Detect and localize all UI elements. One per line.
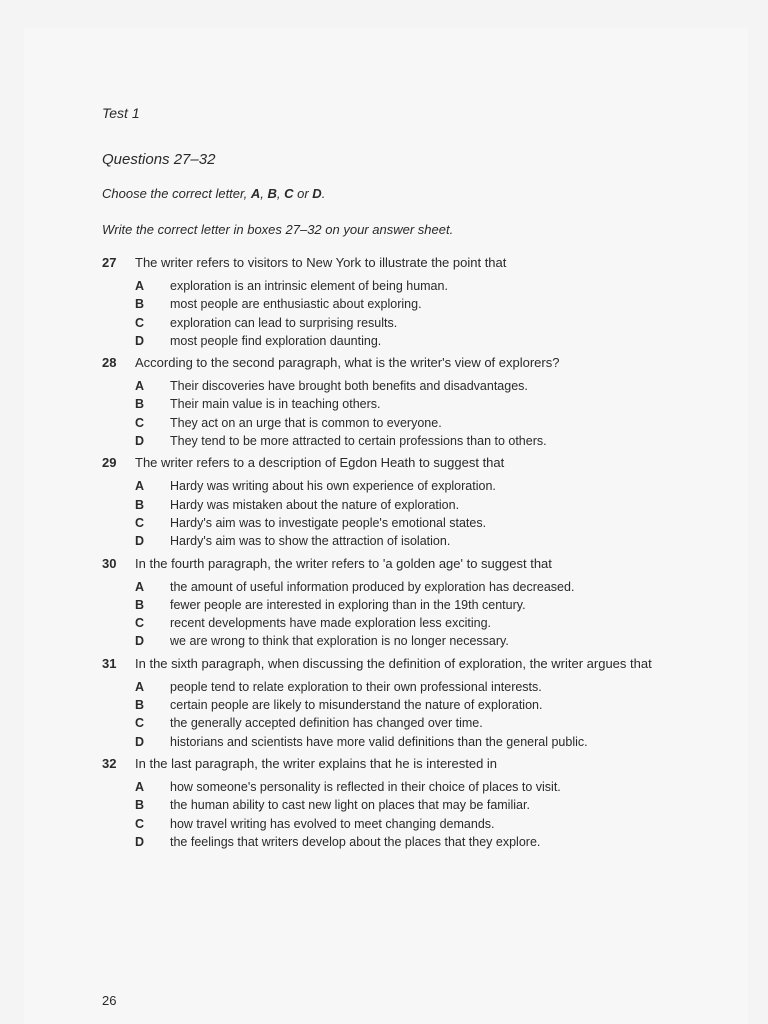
option-text: certain people are likely to misunderstand the nature of exploration.: [170, 698, 543, 713]
option-text: Hardy's aim was to investigate people's emotional states.: [170, 515, 487, 530]
option-b: [135, 395, 692, 413]
instruction-separator: ,: [260, 186, 268, 201]
question-list: [102, 254, 692, 851]
option-letter: A: [135, 479, 145, 494]
option-c: [135, 614, 692, 632]
option-text: how someone's personality is reflected in their choice of places to visit.: [170, 779, 561, 794]
option-text: the generally accepted definition has changed over time.: [170, 716, 483, 731]
option-text: fewer people are interested in exploring than in the 19th century.: [170, 597, 526, 612]
option-b: [135, 496, 692, 514]
option-a: [135, 778, 692, 796]
option-c: [135, 514, 692, 532]
option-text: most people are enthusiastic about exploring.: [170, 297, 422, 312]
option-a: [135, 578, 692, 596]
letter-c: C: [284, 186, 294, 201]
option-text: They act on an urge that is common to everyone.: [170, 415, 442, 430]
option-b: [135, 295, 692, 313]
option-text: we are wrong to think that exploration is no longer necessary.: [170, 634, 509, 649]
instruction-choose-letter: [102, 185, 692, 203]
question-stem: [102, 555, 692, 572]
option-letter: A: [135, 379, 145, 394]
option-text: people tend to relate exploration to their own professional interests.: [170, 679, 542, 694]
option-letter: C: [135, 716, 145, 731]
option-letter: B: [135, 698, 145, 713]
option-text: exploration can lead to surprising results.: [170, 315, 398, 330]
option-list: [135, 377, 692, 450]
option-letter: C: [135, 415, 145, 430]
question-number: 29: [102, 455, 117, 471]
option-letter: B: [135, 497, 145, 512]
option-a: [135, 277, 692, 295]
option-letter: B: [135, 798, 145, 813]
question-text: The writer refers to visitors to New York to illustrate the point that: [135, 255, 507, 270]
option-letter: D: [135, 333, 145, 348]
running-head: Test 1: [102, 105, 140, 121]
option-letter: B: [135, 297, 145, 312]
question-29: [102, 454, 692, 550]
question-27: [102, 254, 692, 350]
option-text: the feelings that writers develop about the places that they explore.: [170, 834, 541, 849]
option-letter: C: [135, 515, 145, 530]
question-text: In the sixth paragraph, when discussing the definition of exploration, the writer argues that: [135, 655, 652, 671]
option-letter: A: [135, 779, 145, 794]
option-letter: D: [135, 434, 145, 449]
option-text: Hardy's aim was to show the attraction of isolation.: [170, 534, 451, 549]
option-list: [135, 778, 692, 851]
option-text: most people find exploration daunting.: [170, 333, 382, 348]
option-text: exploration is an intrinsic element of being human.: [170, 279, 448, 293]
option-letter: A: [135, 279, 145, 293]
instruction-or: or: [293, 186, 313, 201]
option-letter: A: [135, 579, 145, 594]
option-letter: C: [135, 816, 145, 831]
option-d: [135, 532, 692, 550]
option-text: the amount of useful information produced by exploration has decreased.: [170, 579, 575, 594]
page-number: 26: [102, 993, 117, 1008]
option-a: [135, 377, 692, 395]
option-letter: D: [135, 734, 145, 749]
option-letter: C: [135, 616, 145, 631]
question-number: 30: [102, 555, 117, 571]
option-c: [135, 714, 692, 732]
option-c: [135, 314, 692, 332]
option-text: Hardy was writing about his own experience of exploration.: [170, 479, 496, 494]
question-number: 32: [102, 755, 117, 771]
question-number: 27: [102, 255, 117, 270]
option-letter: B: [135, 397, 145, 412]
option-list: [135, 277, 692, 350]
option-letter: D: [135, 834, 145, 849]
option-d: [135, 833, 692, 851]
option-d: [135, 432, 692, 450]
option-text: Hardy was mistaken about the nature of exploration.: [170, 497, 460, 512]
question-stem: [102, 755, 692, 772]
option-d: [135, 632, 692, 650]
option-text: Their discoveries have brought both benefits and disadvantages.: [170, 379, 528, 394]
option-a: [135, 678, 692, 696]
section-heading: Questions 27–32: [102, 151, 216, 168]
question-stem: [102, 354, 692, 371]
letter-d: D: [312, 186, 322, 201]
option-b: [135, 596, 692, 614]
option-list: [135, 578, 692, 651]
option-text: historians and scientists have more valid definitions than the general public.: [170, 734, 588, 749]
option-letter: C: [135, 315, 145, 330]
option-c: [135, 815, 692, 833]
question-text: The writer refers to a description of Egdon Heath to suggest that: [135, 455, 505, 471]
instruction-answer-sheet: Write the correct letter in boxes 27–32 on your answer sheet.: [102, 222, 454, 237]
letter-b: B: [267, 186, 277, 201]
option-letter: A: [135, 679, 145, 694]
option-b: [135, 796, 692, 814]
option-text: the human ability to cast new light on places that may be familiar.: [170, 798, 530, 813]
question-text: According to the second paragraph, what is the writer's view of explorers?: [135, 355, 560, 371]
option-letter: B: [135, 597, 145, 612]
question-stem: [102, 254, 692, 271]
option-list: [135, 678, 692, 751]
option-d: [135, 332, 692, 350]
option-text: Their main value is in teaching others.: [170, 397, 381, 412]
question-31: [102, 655, 692, 751]
question-28: [102, 354, 692, 450]
question-number: 28: [102, 355, 117, 371]
letter-a: A: [250, 186, 261, 201]
option-letter: D: [135, 534, 145, 549]
question-number: 31: [102, 655, 117, 671]
instruction-text: Choose the correct letter,: [102, 186, 251, 201]
option-d: [135, 733, 692, 751]
option-text: recent developments have made exploration less exciting.: [170, 616, 492, 631]
instruction-end: .: [321, 186, 326, 201]
question-text: In the fourth paragraph, the writer refers to 'a golden age' to suggest that: [135, 555, 552, 571]
option-text: They tend to be more attracted to certain professions than to others.: [170, 434, 547, 449]
question-text: In the last paragraph, the writer explains that he is interested in: [135, 755, 498, 771]
question-30: [102, 555, 692, 651]
question-stem: [102, 454, 692, 471]
option-a: [135, 477, 692, 495]
option-letter: D: [135, 634, 145, 649]
instruction-separator: ,: [276, 186, 285, 201]
page-content: [102, 103, 692, 855]
option-text: how travel writing has evolved to meet changing demands.: [170, 816, 495, 831]
option-b: [135, 696, 692, 714]
question-32: [102, 755, 692, 851]
question-stem: [102, 655, 692, 672]
option-c: [135, 414, 692, 432]
option-list: [135, 477, 692, 550]
